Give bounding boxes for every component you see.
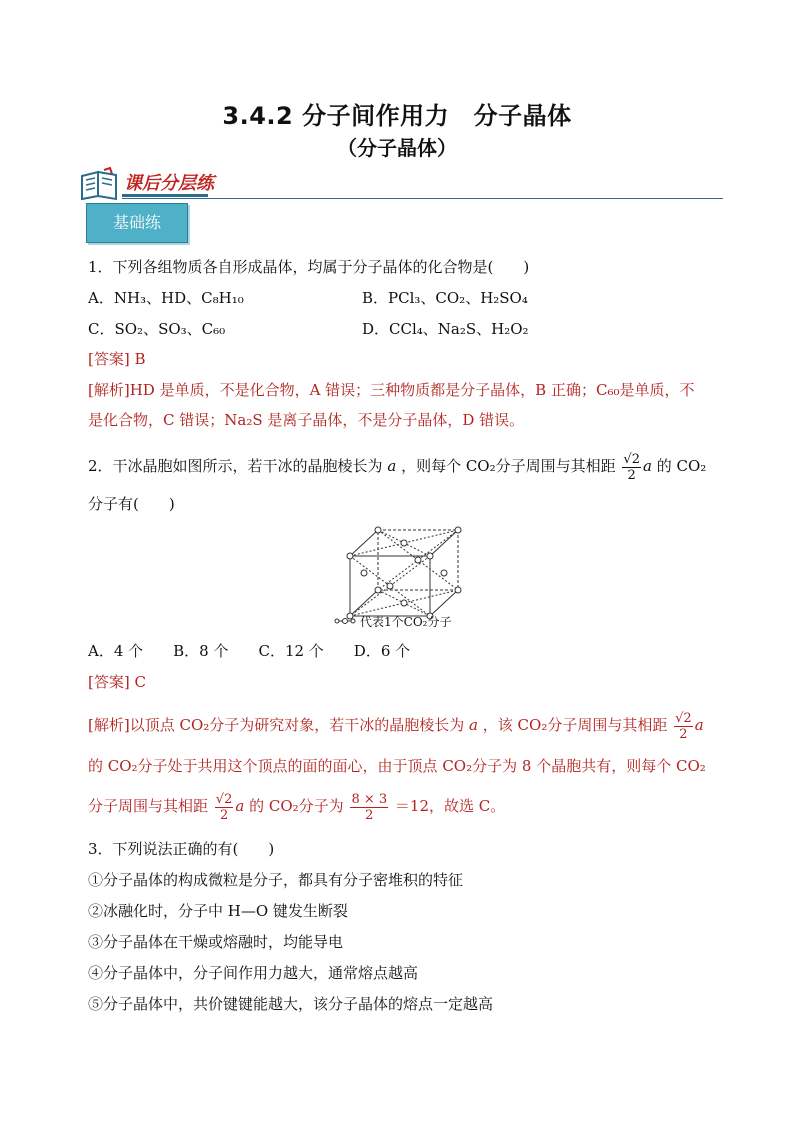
q1-option-b: B．PCl₃、CO₂、H₂SO₄ <box>362 289 528 307</box>
fraction-numerator: √2 <box>215 791 233 807</box>
q1-answer: [答案] B <box>88 350 146 368</box>
page-title: 3.4.2 分子间作用力 分子晶体 <box>222 102 572 130</box>
book-icon <box>78 166 122 202</box>
q2-exp-fraction-3 <box>350 793 388 822</box>
q2-exp-edge-symbol: a <box>469 716 478 734</box>
q2-explanation-line1 <box>88 703 724 747</box>
q2-stem-part-a: 2．干冰晶胞如图所示，若干冰的晶胞棱长为 <box>88 457 383 475</box>
fraction-numerator: √2 <box>623 451 640 467</box>
fraction-denominator: 2 <box>627 467 636 483</box>
q1-option-c: C．SO₂、SO₃、C₆₀ <box>88 320 226 338</box>
q2-stem-part-b: ，则每个 CO₂分子周围与其相距 <box>401 457 616 475</box>
q2-exp-edge-symbol-3: a <box>235 797 245 815</box>
q1-option-a: A．NH₃、HD、C₈H₁₀ <box>88 289 244 307</box>
q1-option-d: D．CCl₄、Na₂S、H₂O₂ <box>362 320 529 338</box>
q1-explanation-line2: 是化合物，C 错误；Na₂S 是离子晶体，不是分子晶体，D 错误。 <box>88 411 525 429</box>
q2-fraction <box>622 453 641 482</box>
q3-statement-1: ①分子晶体的构成微粒是分子，都具有分子密堆积的特征 <box>88 871 464 889</box>
q2-exp-part-c: 分子周围与其相距 <box>88 797 209 815</box>
q2-exp-fraction-1 <box>674 712 693 741</box>
q3-statement-5: ⑤分子晶体中，共价键键能越大，该分子晶体的熔点一定越高 <box>88 995 494 1013</box>
fraction-denominator: 2 <box>219 807 229 823</box>
q2-edge-symbol-2: a <box>642 457 652 475</box>
q1-explanation-line1: [解析]HD 是单质，不是化合物，A 错误；三种物质都是分子晶体，B 正确；C₆₀是单质，不 <box>88 381 695 399</box>
q2-exp-part-b: ，该 CO₂分子周围与其相距 <box>482 716 668 734</box>
fraction-numerator: √2 <box>675 710 692 726</box>
q2-explanation-line3 <box>88 784 724 828</box>
q2-answer: [答案] C <box>88 673 146 691</box>
banner-title: 课后分层练 <box>124 173 214 194</box>
q2-stem-line2: 分子有( ) <box>88 495 175 513</box>
q2-edge-symbol: a <box>387 457 397 475</box>
banner-underline <box>122 194 208 197</box>
q2-exp-edge-symbol-2: a <box>694 716 704 734</box>
q2-exp-fraction-2 <box>215 793 234 822</box>
section-label: 基础练 <box>86 203 188 243</box>
q3-stem: 3．下列说法正确的有( ) <box>88 840 275 858</box>
homework-banner <box>78 164 723 204</box>
figure-caption <box>360 613 451 630</box>
page-subtitle: （分子晶体） <box>337 136 457 160</box>
q2-options: A．4 个 B．8 个 C．12 个 D．6 个 <box>88 642 411 660</box>
q3-statement-3: ③分子晶体在干燥或熔融时，均能导电 <box>88 933 344 951</box>
q3-statement-2: ②冰融化时，分子中 H—O 键发生断裂 <box>88 902 348 920</box>
q2-exp-part-d: 的 CO₂分子为 <box>249 797 344 815</box>
caption-text: 代表1个CO₂分子 <box>360 615 452 629</box>
q1-stem: 1．下列各组物质各自形成晶体，均属于分子晶体的化合物是( ) <box>88 258 530 276</box>
q3-statement-4: ④分子晶体中，分子间作用力越大，通常熔点越高 <box>88 964 419 982</box>
fraction-denominator: 2 <box>365 807 374 823</box>
q2-explanation-line2: 的 CO₂分子处于共用这个顶点的面的面心，由于顶点 CO₂分子为 8 个晶胞共有，则每个 CO₂ <box>88 757 706 775</box>
q2-exp-part-a: [解析]以顶点 CO₂分子为研究对象，若干冰的晶胞棱长为 <box>88 716 465 734</box>
fraction-numerator: 8 × 3 <box>351 791 388 807</box>
q2-stem-line1 <box>88 446 724 486</box>
q2-exp-part-e: ＝12，故选 C。 <box>394 797 506 815</box>
banner-divider <box>122 198 723 199</box>
fraction-denominator: 2 <box>679 726 688 742</box>
q2-stem-part-c: 的 CO₂ <box>656 457 707 475</box>
molecule-legend-icon <box>334 617 356 625</box>
